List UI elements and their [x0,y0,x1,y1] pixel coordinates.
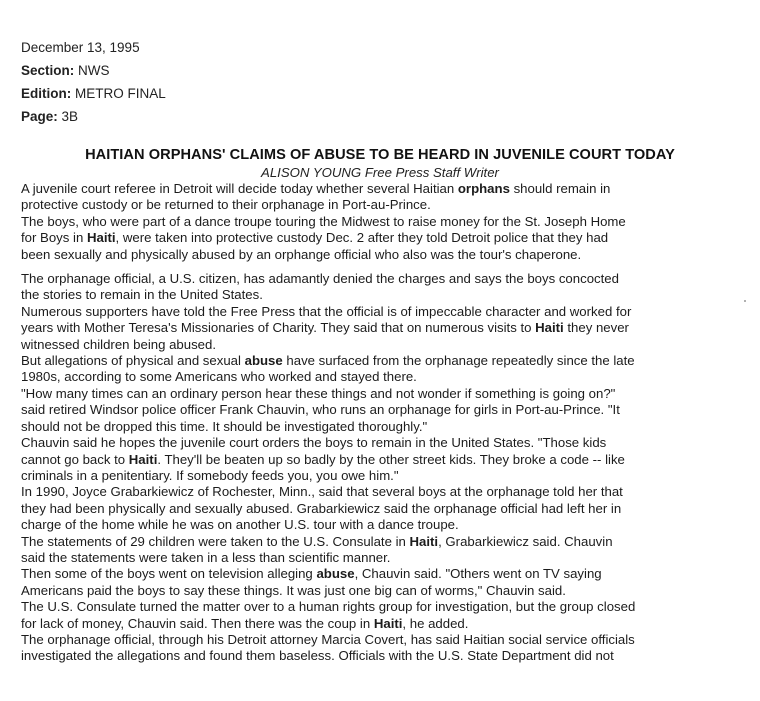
text-line [21,320,751,336]
article-body [21,181,751,665]
publication-date [21,36,166,59]
edition-value: METRO FINAL [75,86,166,101]
text-line [21,566,751,582]
article-paragraph [21,566,751,599]
text-segment: The orphanage official, through his Detroit attorney Marcia Covert, has said Haitian social service officials [21,631,635,647]
text-line [21,214,751,230]
text-line [21,197,751,213]
text-segment: they never [563,320,629,336]
text-line [21,337,751,353]
publication-date-value: December 13, 1995 [21,40,140,55]
text-line [21,632,751,648]
article-metadata [21,36,166,128]
edition-row [21,82,166,105]
section-row [21,59,166,82]
text-line [21,517,751,533]
text-segment: The orphanage official, a U.S. citizen, has adamantly denied the charges and says the boys concocted [21,271,619,287]
text-line [21,484,751,500]
highlighted-keyword: Haiti [535,320,564,336]
text-line [21,369,751,385]
text-segment: , Chauvin said. "Others went on TV saying [354,566,602,582]
text-segment: The U.S. Consulate turned the matter over to a human rights group for investigation, but the group closed [21,599,636,615]
text-segment: Then some of the boys went on television alleging [21,566,317,582]
article-paragraph [21,599,751,632]
text-segment: cannot go back to [21,451,129,467]
text-segment: 1980s, according to some Americans who worked and stayed there. [21,369,417,385]
text-segment: criminals in a penitentiary. If somebody feeds you, you owe him." [21,467,399,483]
article-paragraph [21,484,751,533]
highlighted-keyword: Haiti [409,533,439,549]
text-segment: years with Mother Teresa's Missionaries of Charity. They said that on numerous visits to [21,320,536,336]
text-line [21,583,751,599]
highlighted-keyword: Haiti [128,451,158,467]
text-line [21,247,751,263]
text-segment: for Boys in [21,230,87,246]
section-label: Section: [21,63,75,78]
text-segment: they had been physically and sexually abused. Grabarkiewicz said the orphanage official had left her in [21,500,622,516]
text-segment: the stories to remain in the United States. [21,287,263,303]
text-segment: But allegations of physical and sexual [21,353,245,369]
page-row [21,105,166,128]
text-line [21,435,751,451]
text-segment: "How many times can an ordinary person hear these things and not wonder if something is going on?" [21,385,616,401]
text-segment: been sexually and physically abused by an orphange official who also was the tour's chaperone. [21,246,582,262]
text-line [21,353,751,369]
edition-label: Edition: [21,86,72,101]
text-line [21,616,751,632]
article-paragraph [21,386,751,435]
text-segment: The boys, who were part of a dance troupe touring the Midwest to raise money for the St. Joseph Home [21,213,626,229]
text-segment: The statements of 29 children were taken to the U.S. Consulate in [21,533,410,549]
text-line [21,534,751,550]
text-segment: . They'll be beaten up so badly by the other street kids. They broke a code -- like [157,451,625,467]
article-paragraph [21,271,751,304]
text-segment: A juvenile court referee in Detroit will decide today whether several Haitian [21,181,458,196]
text-segment: , were taken into protective custody Dec. 2 after they told Detroit police that they had [115,230,609,246]
text-line [21,452,751,468]
text-line [21,468,751,484]
article-paragraph [21,214,751,263]
page-value: 3B [61,109,79,124]
article-headline: HAITIAN ORPHANS' CLAIMS OF ABUSE TO BE HEARD IN JUVENILE COURT TODAY [85,147,675,163]
text-segment: should not be dropped this time. It should be investigated thoroughly." [21,418,428,434]
text-segment: , he added. [402,615,469,631]
text-segment: said the statements were taken in a less than scientific manner. [21,549,391,565]
text-segment: said retired Windsor police officer Frank Chauvin, who runs an orphanage for girls in Port-au-Prince. "It [21,402,620,418]
text-line [21,402,751,418]
highlighted-keyword: abuse [316,566,355,582]
text-line [21,648,751,664]
text-segment: have surfaced from the orphanage repeatedly since the late [282,353,635,369]
text-line [21,304,751,320]
text-segment: Numerous supporters have told the Free Press that the official is of impeccable character and worked for [21,303,632,319]
text-line [21,181,751,197]
text-line [21,271,751,287]
text-line [21,501,751,517]
highlighted-keyword: orphans [457,181,510,196]
page-label: Page: [21,109,58,124]
text-line [21,419,751,435]
text-segment: for lack of money, Chauvin said. Then there was the coup in [21,615,374,631]
text-line [21,230,751,246]
article-paragraph [21,304,751,353]
article-paragraph [21,435,751,484]
text-segment: Americans paid the boys to say these things. It was just one big can of worms," Chauvin said. [21,582,566,598]
text-segment: protective custody or be returned to their orphanage in Port-au-Prince. [21,197,431,213]
text-segment: Chauvin said he hopes the juvenile court orders the boys to remain in the United States. "Those kids [21,435,607,451]
text-line [21,550,751,566]
text-line [21,599,751,615]
article-paragraph [21,534,751,567]
text-segment: , Grabarkiewicz said. Chauvin [438,533,613,549]
article-paragraph [21,353,751,386]
text-segment: In 1990, Joyce Grabarkiewicz of Rochester, Minn., said that several boys at the orphanage told her that [21,484,623,500]
section-value: NWS [78,63,110,78]
scan-speck [744,300,746,302]
article-paragraph [21,181,751,214]
highlighted-keyword: Haiti [373,615,403,631]
highlighted-keyword: abuse [244,353,283,369]
article-paragraph [21,632,751,665]
article-byline: ALISON YOUNG Free Press Staff Writer [261,165,499,180]
text-line [21,386,751,402]
text-segment: witnessed children being abused. [21,336,217,352]
text-segment: should remain in [509,181,611,196]
text-segment: investigated the allegations and found them baseless. Officials with the U.S. State Department did not [21,648,614,664]
text-line [21,287,751,303]
highlighted-keyword: Haiti [86,230,116,246]
text-segment: charge of the home while he was on another U.S. tour with a dance troupe. [21,517,459,533]
